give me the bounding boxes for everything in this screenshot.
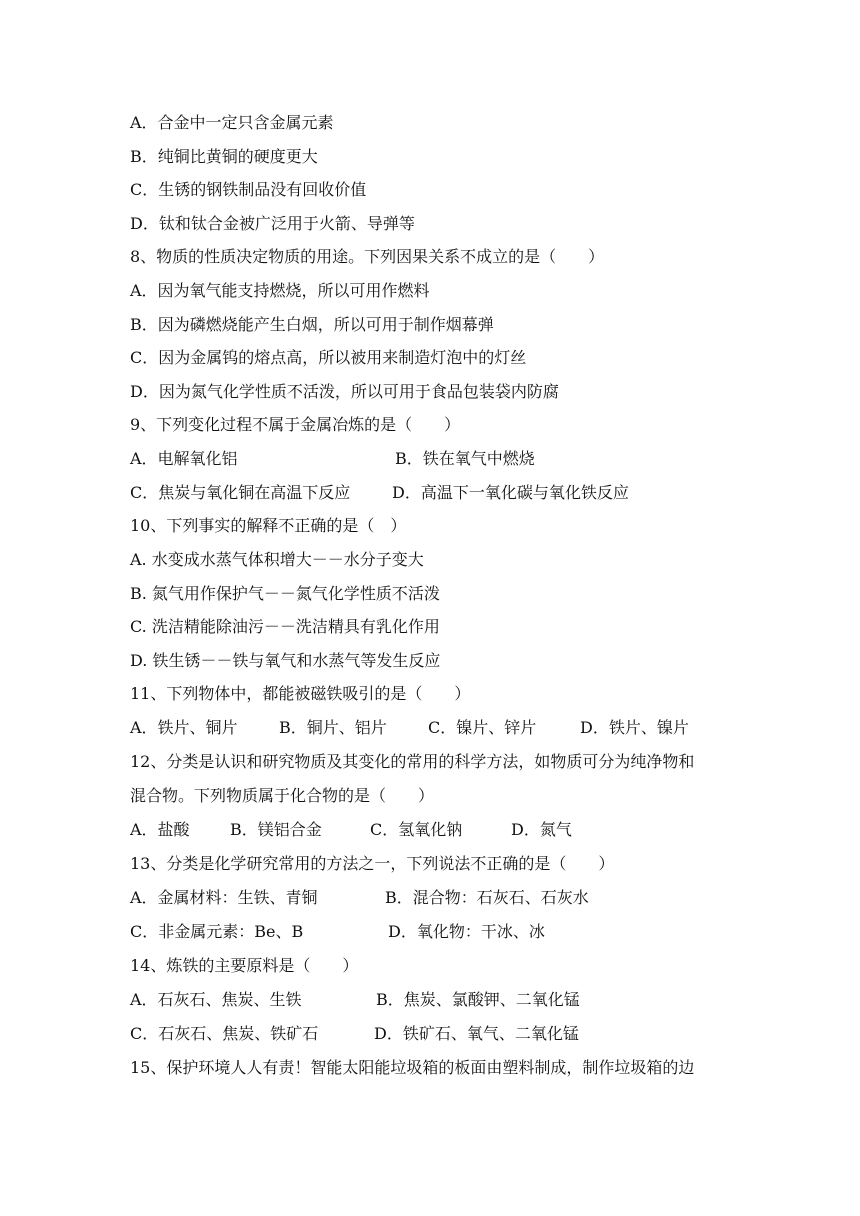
question-10: 10、下列事实的解释不正确的是（ ） [130, 516, 407, 535]
option-line: C．生锈的钢铁制品没有回收价值 [130, 180, 367, 199]
option-b: B．焦炭、氯酸钾、二氧化锰 [376, 990, 580, 1009]
question-9: 9、下列变化过程不属于金属冶炼的是（ ） [130, 415, 461, 434]
option-d: D．铁矿石、氧气、二氧化锰 [374, 1024, 579, 1043]
option-line: D. 铁生锈－－铁与氧气和水蒸气等发生反应 [130, 651, 441, 670]
option-c: C．石灰石、焦炭、铁矿石 [130, 1024, 319, 1043]
option-line: B．因为磷燃烧能产生白烟，所以可用于制作烟幕弹 [130, 315, 494, 334]
option-line: D．钛和钛合金被广泛用于火箭、导弹等 [130, 214, 415, 233]
option-c: C．非金属元素：Be、B [130, 922, 304, 941]
option-b: B．混合物：石灰石、石灰水 [385, 888, 589, 907]
option-line: A. 水变成水蒸气体积增大－－水分子变大 [130, 550, 424, 569]
option-d: D．氧化物：干冰、冰 [388, 922, 545, 941]
question-13: 13、分类是化学研究常用的方法之一，下列说法不正确的是（ ） [130, 854, 615, 873]
question-14: 14、炼铁的主要原料是（ ） [130, 956, 359, 975]
option-c: C．氢氧化钠 [370, 820, 463, 839]
option-d: D．氮气 [511, 820, 572, 839]
option-line: D．因为氮气化学性质不活泼，所以可用于食品包装袋内防腐 [130, 382, 559, 401]
question-12-cont: 混合物。下列物质属于化合物的是（ ） [130, 786, 435, 805]
option-d: D．高温下一氧化碳与氧化铁反应 [392, 483, 629, 502]
question-8: 8、物质的性质决定物质的用途。下列因果关系不成立的是（ ） [130, 247, 605, 266]
option-line: C．因为金属钨的熔点高，所以被用来制造灯泡中的灯丝 [130, 348, 527, 367]
option-line: B．纯铜比黄铜的硬度更大 [130, 147, 318, 166]
option-a: A．盐酸 [130, 820, 190, 839]
option-b: B．铁在氧气中燃烧 [395, 449, 535, 468]
option-a: A．石灰石、焦炭、生铁 [130, 990, 302, 1009]
option-b: B．铜片、铝片 [279, 718, 387, 737]
option-line: A．合金中一定只含金属元素 [130, 113, 334, 132]
option-a: A．金属材料：生铁、青铜 [130, 888, 318, 907]
option-b: B．镁铝合金 [230, 820, 322, 839]
question-11: 11、下列物体中，都能被磁铁吸引的是（ ） [130, 684, 471, 703]
question-12: 12、分类是认识和研究物质及其变化的常用的科学方法，如物质可分为纯净物和 [130, 752, 695, 771]
option-line: B. 氮气用作保护气－－氮气化学性质不活泼 [130, 584, 440, 603]
option-a: A．铁片、铜片 [130, 718, 238, 737]
option-line: A．因为氧气能支持燃烧，所以可用作燃料 [130, 281, 430, 300]
option-c: C．焦炭与氧化铜在高温下反应 [130, 483, 351, 502]
option-c: C．镍片、锌片 [428, 718, 537, 737]
option-line: C. 洗洁精能除油污－－洗洁精具有乳化作用 [130, 617, 440, 636]
question-15: 15、保护环境人人有责！智能太阳能垃圾箱的板面由塑料制成，制作垃圾箱的边 [130, 1058, 695, 1077]
option-d: D．铁片、镍片 [580, 718, 689, 737]
option-a: A．电解氧化铝 [130, 449, 238, 468]
